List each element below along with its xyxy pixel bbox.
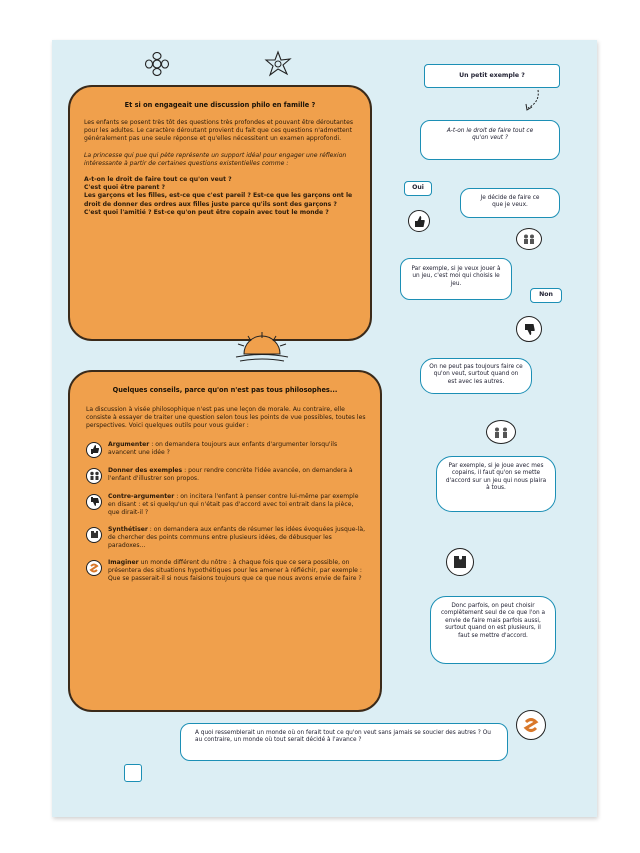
answer-bubble-3: On ne peut pas toujours faire ce qu'on veut, surtout quand on est avec les autres.	[420, 358, 532, 394]
page-number-box	[124, 764, 142, 782]
tips-list	[70, 431, 380, 584]
tip-term: Synthétiser	[108, 525, 148, 533]
poster-sheet	[52, 40, 597, 817]
question-item: Les garçons et les filles, est-ce que c'est pareil ? Est-ce que les garçons ont le droit de donner des ordres aux filles juste parce qu'ils sont des garçons ?	[84, 192, 353, 208]
tip-term: Contre-argumenter	[108, 492, 175, 500]
advice-box	[68, 370, 382, 712]
bottom-question-bubble: A quoi ressemblerait un monde où on ferait tout ce qu'on veut sans jamais se soucier des autres ? Ou au contraire, un monde où tout serait décidé à l'avance ?	[180, 723, 508, 761]
tip-text: : on incitera l'enfant à penser contre lui-même par exemple en disant : et si quelqu'un qui n'était pas d'accord avec toi entrait dans la pièce, que dirait-il ?	[108, 492, 359, 516]
oui-label: Oui	[404, 181, 432, 196]
swirl-icon	[516, 710, 546, 740]
question-bubble: A-t-on le droit de faire tout ce qu'on veut ?	[420, 120, 560, 160]
thumbs-up-icon	[86, 442, 102, 458]
tip-text: : on demandera toujours aux enfants d'argumenter lorsqu'ils avancent une idée ?	[108, 440, 338, 456]
answer-bubble-5: Donc parfois, on peut choisir complètement seul de ce que l'on a envie de faire mais parfois aussi, surtout quand on est plusieurs, il faut se mettre d'accord.	[430, 596, 556, 664]
flower-icon	[144, 52, 170, 76]
discussion-title: Et si on engageait une discussion philo en famille ?	[124, 101, 316, 109]
answer-bubble-2: Par exemple, si je veux jouer à un jeu, c'est moi qui choisis le jeu.	[400, 258, 512, 300]
tip-text: : on demandera aux enfants de résumer les idées évoquées jusque-là, de chercher des points communs entre plusieurs idées, de débusquer les paradoxes...	[108, 525, 366, 550]
arrow-icon	[522, 88, 542, 114]
question-item: C'est quoi être parent ?	[84, 184, 166, 192]
discussion-paragraph-2: La princesse qui pue qui pète représente un support idéal pour engager une réflexion intéressante à partir de certaines questions existentielles comme :	[84, 151, 347, 167]
puzzle-icon	[446, 548, 474, 576]
tip-text: : pour rendre concrète l'idée avancée, on demandera à l'enfant d'illustrer son propos.	[108, 466, 353, 482]
people-icon	[486, 420, 516, 444]
swirl-icon	[86, 560, 102, 576]
answer-bubble-1: Je décide de faire ce que je veux.	[460, 188, 560, 218]
thumbs-up-icon	[408, 210, 430, 232]
advice-intro: La discussion à visée philosophique n'est pas une leçon de morale. Au contraire, elle consiste à essayer de traiter une question selon tous les points de vue possibles, toutes les perspectives. Voici quelques outils pour vous guider :	[86, 406, 366, 430]
people-icon	[516, 228, 542, 250]
non-label: Non	[530, 288, 562, 303]
advice-title: Quelques conseils, parce qu'on n'est pas tous philosophes...	[112, 386, 338, 394]
sun-doodle-icon	[264, 50, 292, 78]
discussion-box	[68, 85, 372, 341]
puzzle-icon	[86, 527, 102, 543]
question-item: A-t-on le droit de faire tout ce qu'on veut ?	[84, 176, 232, 184]
people-icon	[86, 468, 102, 484]
question-item: C'est quoi l'amitié ? Est-ce qu'on peut être copain avec tout le monde ?	[84, 208, 329, 216]
thumbs-down-icon	[86, 494, 102, 510]
question-list	[70, 168, 370, 217]
example-title: Un petit exemple ?	[424, 64, 560, 88]
tip-contre-argumenter	[86, 493, 366, 517]
sunset-icon	[232, 330, 292, 364]
tip-term: Imaginer	[108, 559, 139, 567]
tip-exemples	[86, 467, 366, 484]
discussion-paragraph-1: Les enfants se posent très tôt des questions très profondes et pouvant être déroutantes pour les adultes. Le caractère déroutant provient du fait que ces questions n'admettent généralement pas une seule réponse et qu'elles nécessitent un examen approfondi.	[84, 119, 353, 143]
tip-imaginer	[86, 559, 366, 583]
tip-text: un monde différent du nôtre : à chaque fois que ce sera possible, on présentera des situations hypothétiques pour les amener à réfléchir, par exemple : Que se passerait-il si nous faisions toujours que ce que nous avons envie de faire ?	[108, 559, 362, 583]
tip-term: Donner des exemples	[108, 466, 183, 474]
answer-bubble-4: Par exemple, si je joue avec mes copains, il faut qu'on se mette d'accord sur un jeu qui nous plaira à tous.	[436, 456, 556, 512]
thumbs-down-icon	[516, 316, 542, 342]
tip-synthetiser	[86, 526, 366, 550]
tip-argumenter	[86, 441, 366, 458]
tip-term: Argumenter	[108, 440, 150, 448]
